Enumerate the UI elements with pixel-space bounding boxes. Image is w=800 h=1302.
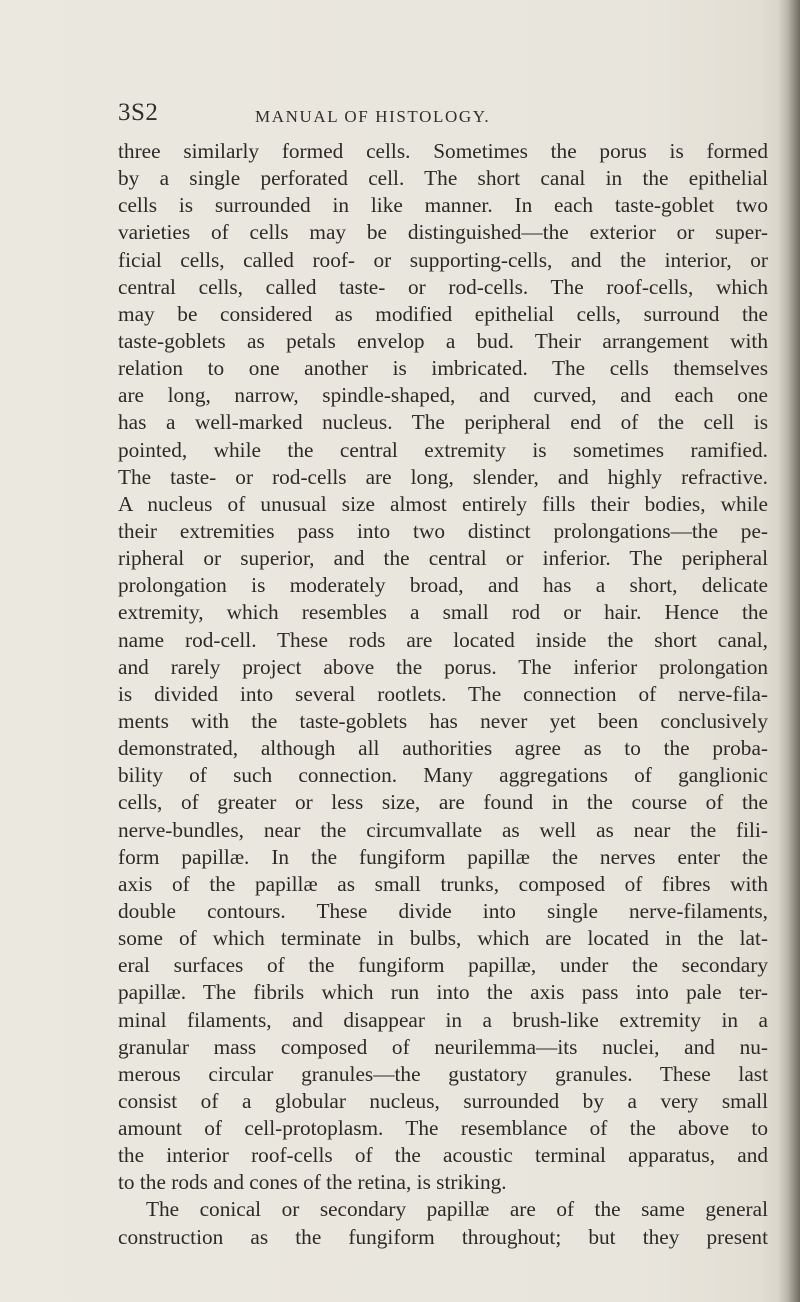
text-line: some of which terminate in bulbs, which are located in the lat-	[118, 926, 768, 951]
text-line: double contours. These divide into single nerve-filaments,	[118, 898, 768, 923]
text-line: is divided into several rootlets. The connection of nerve-fila-	[118, 681, 768, 706]
text-line: varieties of cells may be distinguished—the exterior or super-	[118, 220, 768, 245]
text-line: extremity, which resembles a small rod or hair. Hence the	[118, 600, 768, 625]
text-line: pointed, while the central extremity is sometimes ramified.	[118, 437, 768, 462]
text-line: the interior roof-cells of the acoustic terminal apparatus, and	[118, 1143, 768, 1168]
text-line: axis of the papillæ as small trunks, composed of fibres with	[118, 871, 768, 896]
page-edge-shadow	[778, 0, 800, 1302]
text-line: ments with the taste-goblets has never yet been conclusively	[118, 708, 768, 733]
text-line: cells, of greater or less size, are found in the course of the	[118, 790, 768, 815]
body-text	[118, 138, 768, 1251]
text-line: three similarly formed cells. Sometimes the porus is formed	[118, 139, 768, 163]
text-line: amount of cell-protoplasm. The resemblance of the above to	[118, 1116, 768, 1141]
text-line: prolongation is moderately broad, and has a short, delicate	[118, 573, 768, 598]
text-line: papillæ. The fibrils which run into the axis pass into pale ter-	[118, 980, 768, 1005]
text-line: cells is surrounded in like manner. In each taste-goblet two	[118, 193, 768, 218]
text-line: demonstrated, although all authorities agree as to the proba-	[118, 736, 768, 761]
text-line: The taste- or rod-cells are long, slender, and highly refractive.	[118, 464, 768, 489]
text-line: relation to one another is imbricated. The cells themselves	[118, 356, 768, 381]
text-line: and rarely project above the porus. The inferior prolongation	[118, 654, 768, 679]
text-line: ficial cells, called roof- or supporting-cells, and the interior, or	[118, 247, 768, 272]
text-line: central cells, called taste- or rod-cells. The roof-cells, which	[118, 274, 768, 299]
text-line: construction as the fungiform throughout; but they present	[118, 1224, 768, 1249]
text-line: granular mass composed of neurilemma—its nuclei, and nu-	[118, 1034, 768, 1059]
text-line: may be considered as modified epithelial cells, surround the	[118, 301, 768, 326]
text-line: ripheral or superior, and the central or inferior. The peripheral	[118, 546, 768, 571]
text-line: bility of such connection. Many aggregations of ganglionic	[118, 763, 768, 788]
text-line: taste-goblets as petals envelop a bud. Their arrangement with	[118, 328, 768, 353]
text-line: merous circular granules—the gustatory granules. These last	[118, 1061, 768, 1086]
text-line: by a single perforated cell. The short canal in the epithelial	[118, 166, 768, 191]
text-line: A nucleus of unusual size almost entirely fills their bodies, while	[118, 491, 768, 516]
text-line: eral surfaces of the fungiform papillæ, under the secondary	[118, 953, 768, 978]
text-line: are long, narrow, spindle-shaped, and curved, and each one	[118, 383, 768, 408]
text-line: minal filaments, and disappear in a brush-like extremity in a	[118, 1007, 768, 1032]
running-title: MANUAL OF HISTOLOGY.	[255, 107, 491, 126]
text-line: to the rods and cones of the retina, is striking.	[118, 1170, 507, 1195]
text-line: name rod-cell. These rods are located inside the short canal,	[118, 627, 768, 652]
text-line: consist of a globular nucleus, surrounded by a very small	[118, 1088, 768, 1113]
text-line: form papillæ. In the fungiform papillæ the nerves enter the	[118, 844, 768, 869]
paragraph-first-line: The conical or secondary papillæ are of the same general	[146, 1197, 768, 1222]
text-line: nerve-bundles, near the circumvallate as well as near the fili-	[118, 817, 768, 842]
text-line: their extremities pass into two distinct prolongations—the pe-	[118, 518, 768, 543]
text-line: has a well-marked nucleus. The peripheral end of the cell is	[118, 410, 768, 435]
page-number: 3S2	[118, 99, 159, 126]
